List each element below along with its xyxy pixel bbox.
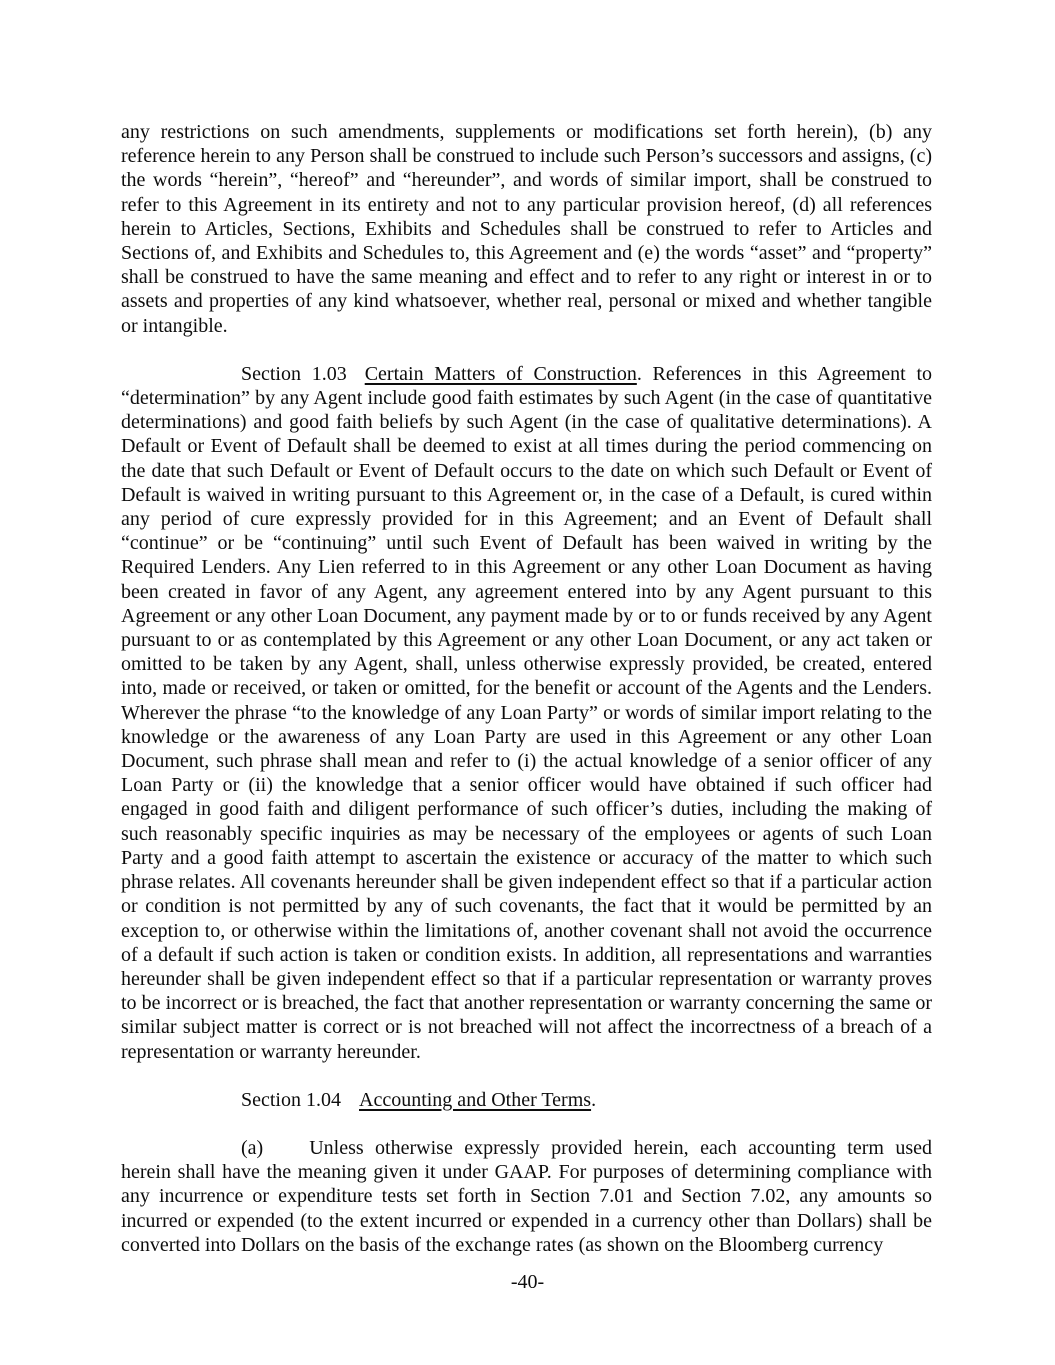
- clause-a-marker: (a): [241, 1136, 264, 1159]
- clause-a-paragraph: [121, 1136, 932, 1257]
- section-1-04-heading: [121, 1088, 932, 1112]
- section-1-03-label: Section 1.03: [241, 362, 347, 385]
- section-1-03-body: References in this Agreement to “determination” by any Agent include good faith estimates by such Agent (in the case of quantitative determinations) and good faith beliefs by such Agent (in the case of qualitative determinations). A Default or Event of Default shall be deemed to exist at all times during the period commencing on the date that such Default or Event of Default occurs to the date on which such Default or Event of Default is waived in writing pursuant to this Agreement or, in the case of a Default, is cured within any period of cure expressly provided for in this Agreement; and an Event of Default shall “continue” or be “continuing” until such Event of Default has been waived in writing by the Required Lenders. Any Lien referred to in this Agreement or any other Loan Document as having been created in favor of any Agent, any agreement entered into by any Agent pursuant to this Agreement or any other Loan Document, any payment made by or to or funds received by any Agent pursuant to or as contemplated by this Agreement or any other Loan Document, or any act taken or omitted to be taken by any Agent, shall, unless otherwise expressly provided, be created, entered into, made or received, or taken or omitted, for the benefit or account of the Agents and the Lenders. Wherever the phrase “to the knowledge of any Loan Party” or words of similar import relating to the knowledge or the awareness of any Loan Party are used in this Agreement or any other Loan Document, such phrase shall mean and refer to (i) the actual knowledge of a senior officer of any Loan Party or (ii) the knowledge that a senior officer would have obtained if such officer had engaged in good faith and diligent performance of such officer’s duties, including the making of such reasonably specific inquiries as may be necessary of the employees or agents of such Loan Party and a good faith attempt to ascertain the existence or accuracy of the matter to which such phrase relates. All covenants hereunder shall be given independent effect so that if a particular action or condition is not permitted by any of such covenants, the fact that it would be permitted by an exception to, or otherwise within the limitations of, another covenant shall not avoid the occurrence of a default if such action is taken or condition exists. In addition, all representations and warranties hereunder shall be given independent effect so that if a particular representation or warranty proves to be incorrect or is breached, the fact that another representation or warranty concerning the same or similar subject matter is correct or is not breached will not affect the incorrectness of a breach of a representation or warranty hereunder.: [121, 362, 932, 1063]
- section-1-04-title: Accounting and Other Terms: [359, 1088, 592, 1111]
- section-1-04-separator: .: [591, 1088, 597, 1111]
- paragraph-intro-continuation: any restrictions on such amendments, supplements or modifications set forth herein), (b) any reference herein to any Person shall be construed to include such Person’s successors and assigns, (c) the words “herein”, “hereof” and “hereunder”, and words of similar import, shall be construed to refer to this Agreement in its entirety and not to any particular provision hereof, (d) all references herein to Articles, Sections, Exhibits and Schedules shall be construed to refer to Articles and Sections of, and Exhibits and Schedules to, this Agreement and (e) the words “asset” and “property” shall be construed to have the same meaning and effect and to refer to any right or interest in or to assets and properties of any kind whatsoever, whether real, personal or mixed and whether tangible or intangible.: [121, 121, 932, 337]
- section-1-03-title: Certain Matters of Construction: [364, 362, 637, 385]
- section-1-04-label: Section 1.04: [241, 1088, 341, 1111]
- page-number: -40-: [510, 1271, 545, 1293]
- section-1-03-paragraph: [121, 362, 932, 1064]
- clause-a-body: Unless otherwise expressly provided herein, each accounting term used herein shall have the meaning given it under GAAP. For purposes of determining compliance with any incurrence or expenditure tests set forth in Section 7.01 and Section 7.02, any amounts so incurred or expended (to the extent incurred or expended in a currency other than Dollars) shall be converted into Dollars on the basis of the exchange rates (as shown on the Bloomberg currency: [121, 1136, 932, 1256]
- section-1-03-separator: .: [636, 362, 642, 385]
